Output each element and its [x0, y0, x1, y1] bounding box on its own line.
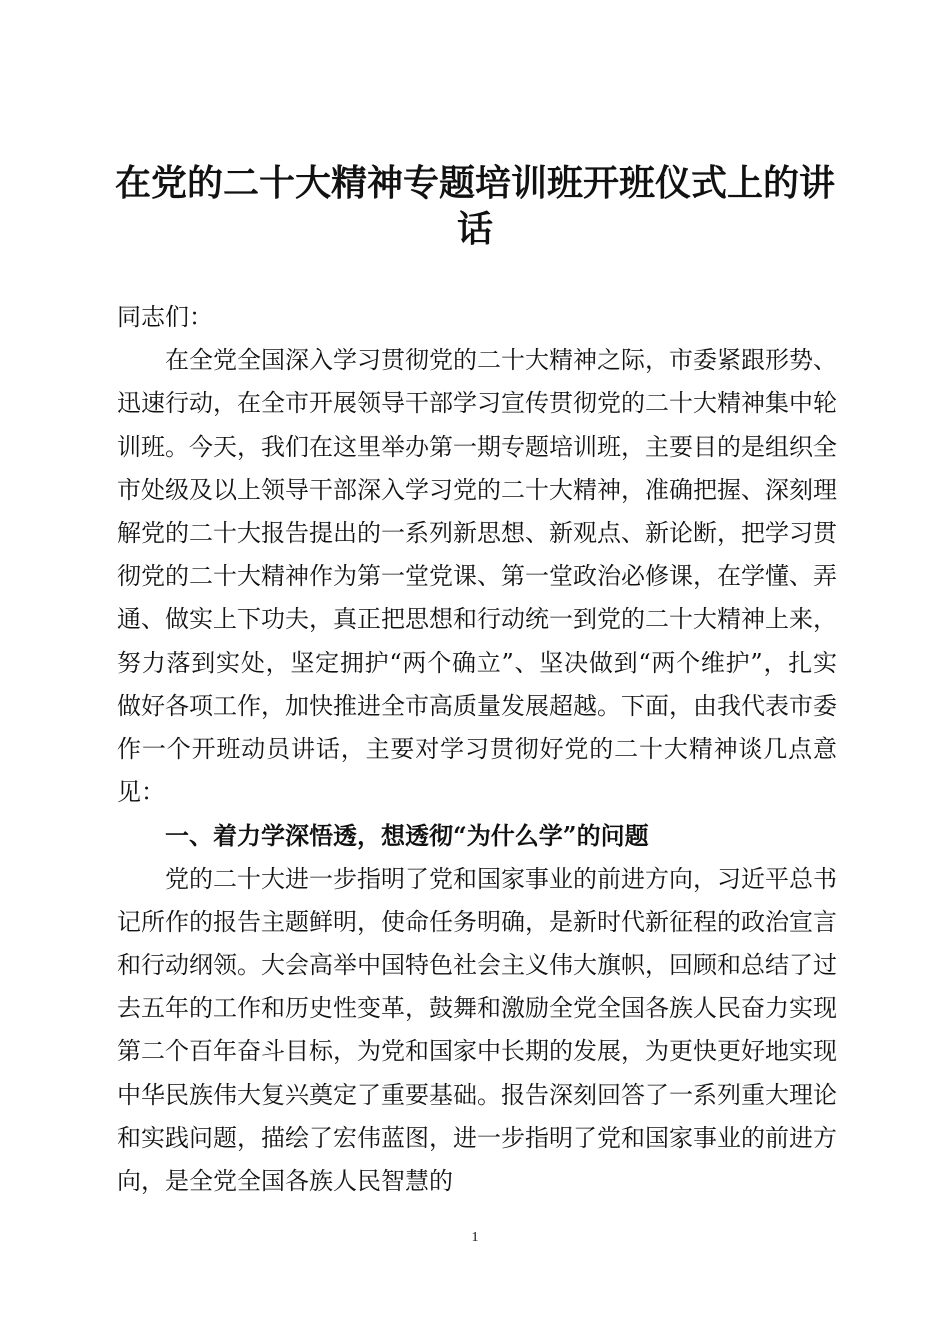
intro-paragraph: 在全党全国深入学习贯彻党的二十大精神之际，市委紧跟形势、迅速行动，在全市开展领导干部学习宣传贯彻党的二十大精神集中轮训班。今天，我们在这里举办第一期专题培训班，主要目的是组织全市处级及以上领导干部深入学习党的二十大精神，准确把握、深刻理解党的二十大报告提出的一系列新思想、新观点、新论断，把学习贯彻党的二十大精神作为第一堂党课、第一堂政治必修课，在学懂、弄通、做实上下功夫，真正把思想和行动统一到党的二十大精神上来，努力落到实处，坚定拥护“两个确立”、坚决做到“两个维护”，扎实做好各项工作，加快推进全市高质量发展超越。下面，由我代表市委作一个开班动员讲话，主要对学习贯彻好党的二十大精神谈几点意见： [117, 346, 837, 807]
document-body [117, 296, 837, 1203]
section-paragraph: 党的二十大进一步指明了党和国家事业的前进方向，习近平总书记所作的报告主题鲜明，使命任务明确，是新时代新征程的政治宣言和行动纲领。大会高举中国特色社会主义伟大旗帜，回顾和总结了过去五年的工作和历史性变革，鼓舞和激励全党全国各族人民奋力实现第二个百年奋斗目标，为党和国家中长期的发展，为更快更好地实现中华民族伟大复兴奠定了重要基础。报告深刻回答了一系列重大理论和实践问题，描绘了宏伟蓝图，进一步指明了党和国家事业的前进方向，是全党全国各族人民智慧的 [117, 864, 837, 1196]
page-number: 1 [471, 1230, 479, 1245]
salutation: 同志们： [117, 303, 213, 331]
document-title: 在党的二十大精神专题培训班开班仪式上的讲话 [114, 162, 835, 250]
section-heading: 一、着力学深悟透，想透彻“为什么学”的问题 [165, 821, 649, 851]
